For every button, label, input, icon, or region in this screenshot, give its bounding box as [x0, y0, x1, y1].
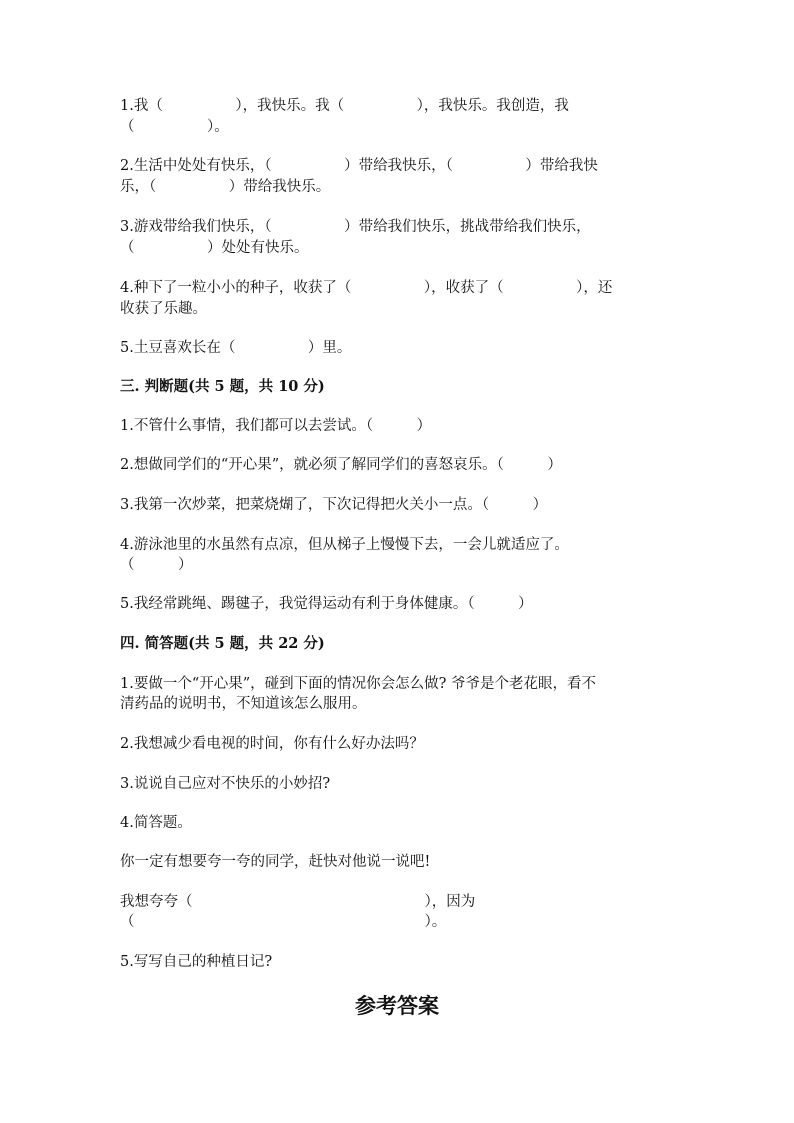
fill-item-1-line-1: 1.我（ ），我快乐。我（ ），我快乐。我创造，我: [120, 98, 569, 114]
short-answer-3: 3.说说自己应对不快乐的小妙招?: [120, 776, 331, 792]
short-answer-2: 2.我想减少看电视的时间，你有什么好办法吗？: [120, 736, 424, 752]
short-answer-4: 4.简答题。: [120, 815, 192, 831]
short-answer-5: 5.写写自己的种植日记?: [120, 954, 273, 970]
fill-item-3-line-2: （ ）处处有快乐。: [120, 240, 309, 256]
fill-item-3-line-1: 3.游戏带给我们快乐，（ ）带给我们快乐，挑战带给我们快乐，: [120, 219, 591, 235]
fill-item-1-line-2: （ ）。: [120, 119, 229, 135]
fill-item-4-line-1: 4.种下了一粒小小的种子，收获了（ ），收获了（ ），还: [120, 280, 613, 296]
judge-item-2: 2.想做同学们的“开心果”，就必须了解同学们的喜怒哀乐。（ ）: [120, 457, 562, 473]
short-answer-4-fill-line-1: 我想夸夸（ ），因为: [120, 894, 476, 910]
section-3-heading: 三. 判断题(共 5 题，共 10 分): [120, 378, 325, 395]
section-4-heading: 四. 简答题(共 5 题，共 22 分): [120, 635, 325, 652]
fill-item-2-line-1: 2.生活中处处有快乐，（ ）带给我快乐，（ ）带给我快: [120, 158, 598, 174]
short-answer-4-fill-line-2: （ ）。: [120, 914, 447, 930]
judge-item-5: 5.我经常跳绳、踢毽子，我觉得运动有利于身体健康。（ ）: [120, 596, 533, 612]
judge-item-4-line-2: （ ）: [120, 557, 193, 573]
judge-item-4-line-1: 4.游泳池里的水虽然有点凉，但从梯子上慢慢下去，一会儿就适应了。: [120, 537, 569, 553]
fill-item-5-line-1: 5.土豆喜欢长在（ ）里。: [120, 340, 352, 356]
judge-item-1: 1.不管什么事情，我们都可以去尝试。（ ）: [120, 418, 432, 434]
fill-item-2-line-2: 乐，（ ）带给我快乐。: [120, 179, 331, 195]
short-answer-4-prompt: 你一定有想要夸一夸的同学，赶快对他说一说吧!: [120, 854, 431, 870]
fill-item-4-line-2: 收获了乐趣。: [120, 301, 207, 317]
short-answer-1-line-1: 1.要做一个“开心果”，碰到下面的情况你会怎么做? 爷爷是个老花眼，看不: [120, 676, 597, 692]
short-answer-1-line-2: 清药品的说明书，不知道该怎么服用。: [120, 696, 367, 712]
judge-item-3: 3.我第一次炒菜，把菜烧煳了，下次记得把火关小一点。（ ）: [120, 497, 548, 513]
answers-title: 参考答案: [355, 993, 439, 1018]
